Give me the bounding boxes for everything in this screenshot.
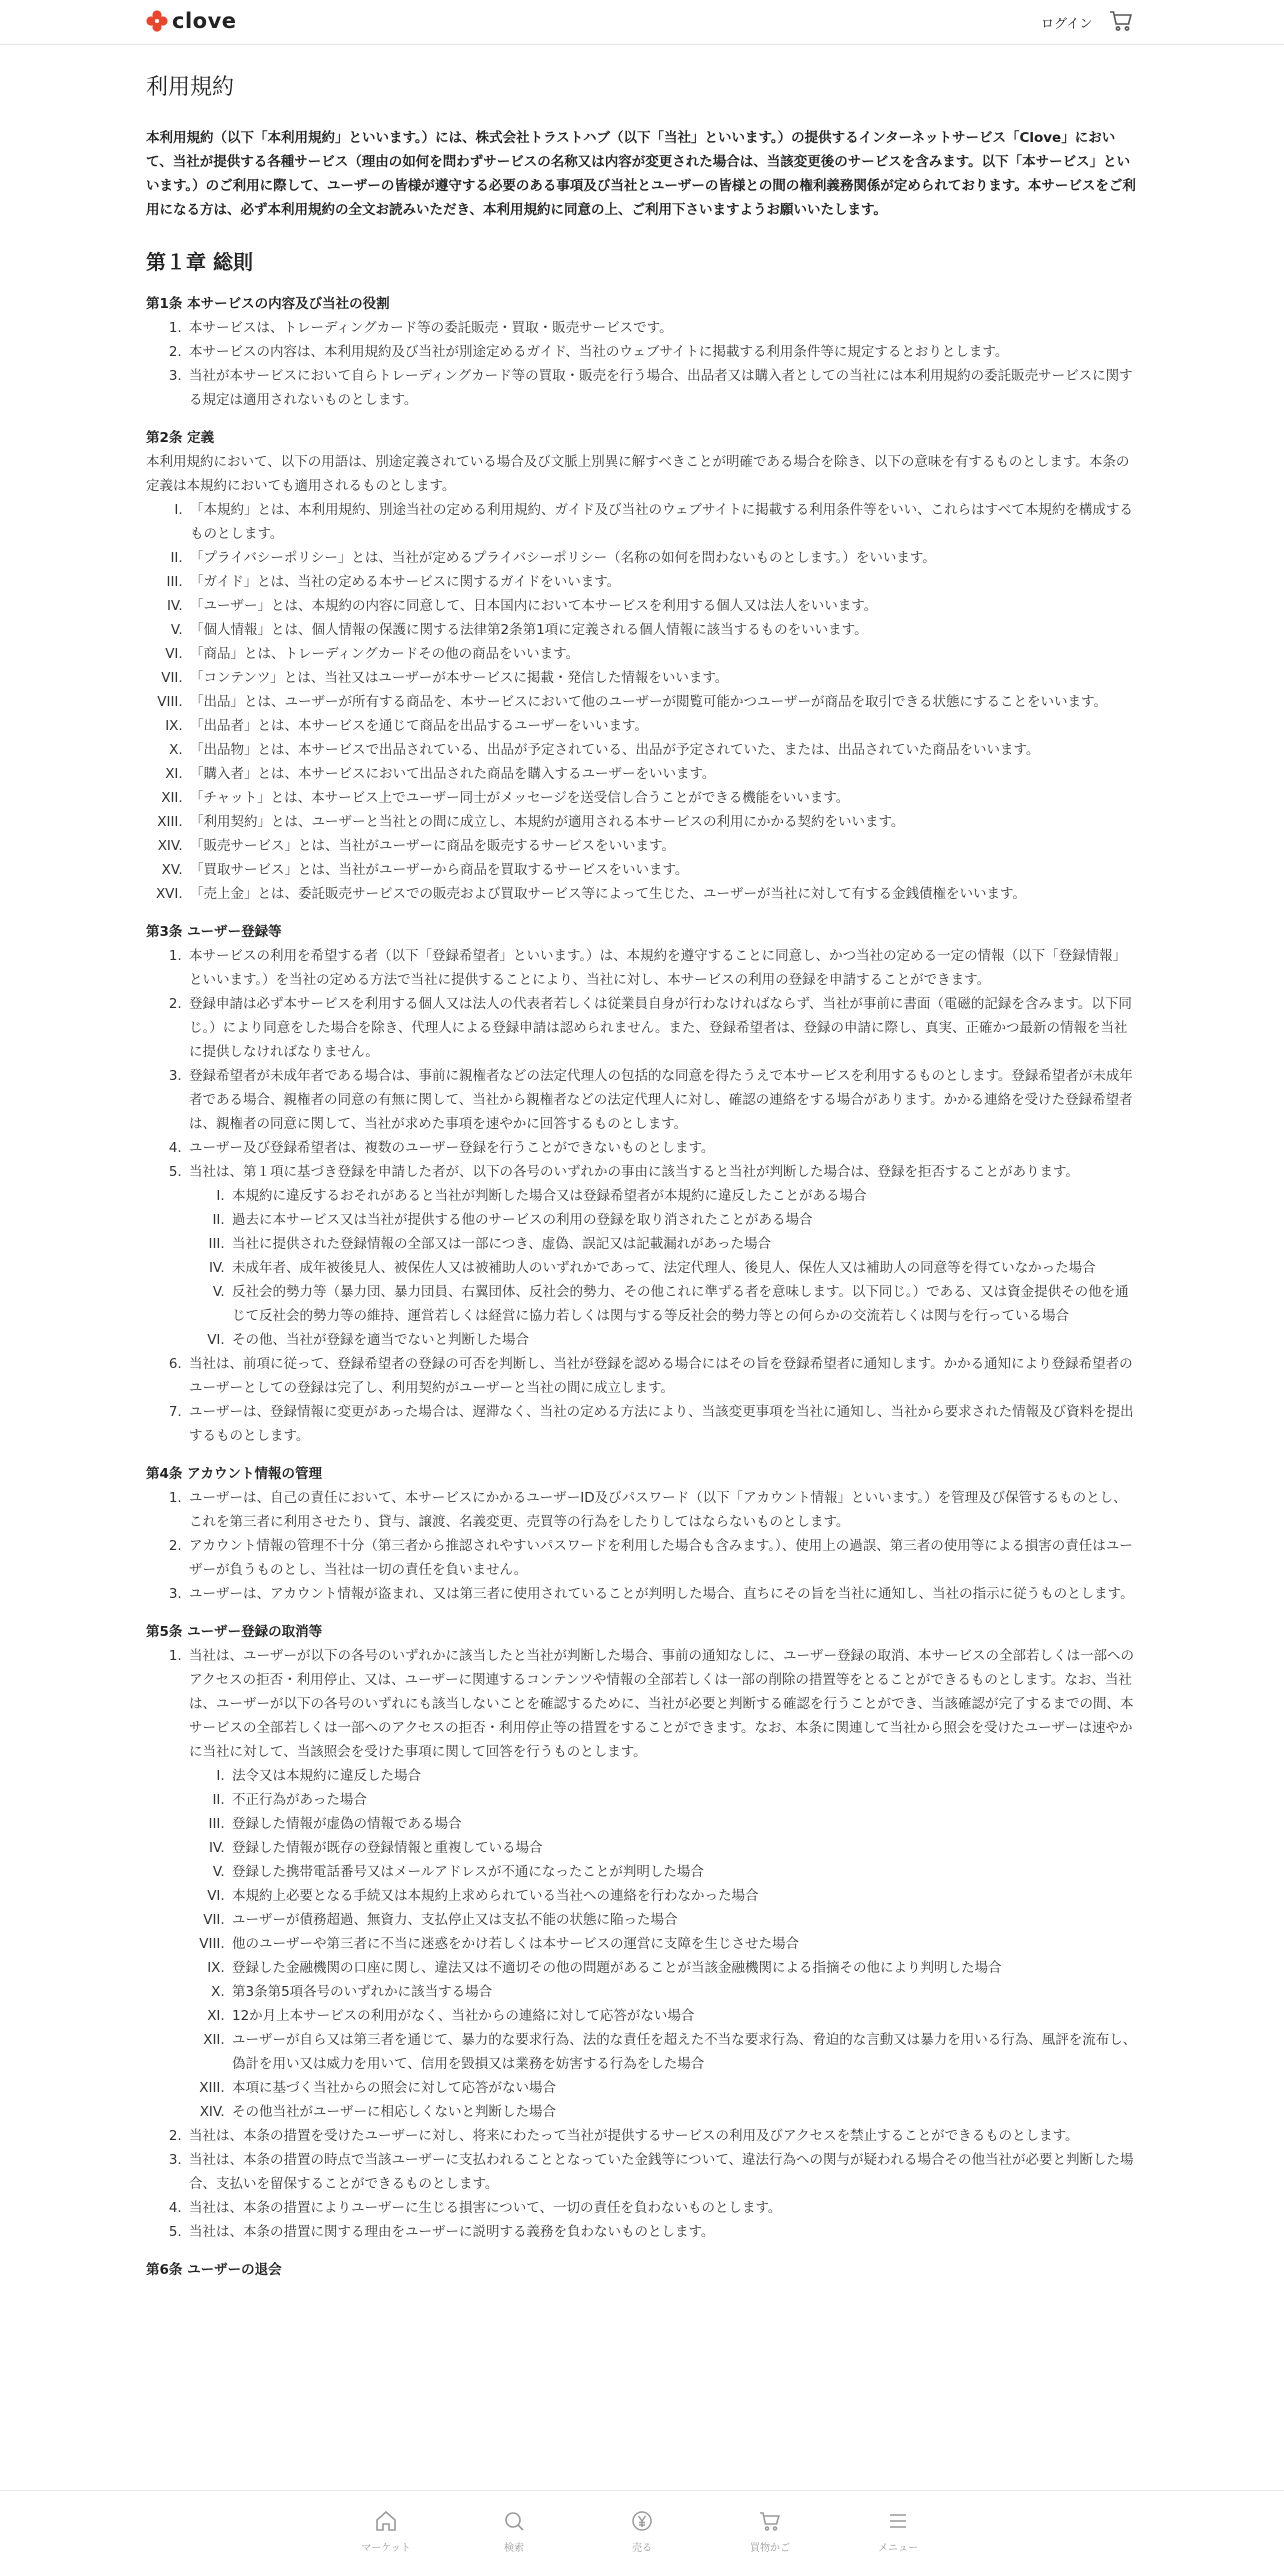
list-item: 3. 登録希望者が未成年者である場合は、事前に親権者などの法定代理人の包括的な同意を得たうえで本サービスを利用するものとします。登録希望者が未成年者である場合、親権者の同意の有無に関して、当社から親権者などの法定代理人に対し、確認の連絡をする場合があります。かかる連絡を受けた登録希望者は、親権者の同意に関して、当社が求めた事項を速やかに回答するものとします。	[186, 1064, 1138, 1136]
list-item: 1. 本サービスは、トレーディングカード等の委託販売・買取・販売サービスです。	[186, 316, 1138, 340]
list-item: XI. 「購入者」とは、本サービスにおいて出品された商品を購入するユーザーをいいます。	[187, 762, 1138, 786]
list-item: XVI. 「売上金」とは、委託販売サービスでの販売および買取サービス等によって生じた、ユーザーが当社に対して有する金銭債権をいいます。	[187, 882, 1138, 906]
list-item: XIV. 「販売サービス」とは、当社がユーザーに商品を販売するサービスをいいます。	[187, 834, 1138, 858]
logo-text: clove	[172, 9, 237, 33]
sub-list-item: V. 登録した携帯電話番号又はメールアドレスが不通になったことが判明した場合	[229, 1860, 1138, 1884]
article-list	[146, 1486, 1138, 1606]
list-item-text: 当社は、ユーザーが以下の各号のいずれかに該当したと当社が判断した場合、事前の通知なしに、ユーザー登録の取消、本サービスの全部若しくは一部へのアクセスの拒否・利用停止、又は、ユーザーに関連するコンテンツや情報の全部若しくは一部の削除の措置等をとることができるものとします。なお、当社は、ユーザーが以下の各号のいずれにも該当しないことを確認するために、当社が必要と判断する確認を行うことができ、当該確認が完了するまでの間、本サービスの全部若しくは一部へのアクセスの拒否・利用停止等の措置をすることができます。なお、本条に関連して当社から照会を受けたユーザーは速やかに当社に対して、当該照会を受けた事項に関して回答を行うものとします。	[189, 1648, 1134, 1760]
list-item: 4. 当社は、本条の措置によりユーザーに生じる損害について、一切の責任を負わないものとします。	[186, 2196, 1138, 2220]
article-1	[146, 292, 1138, 412]
sub-list	[189, 1184, 1138, 1352]
sub-list-item: III. 当社に提供された登録情報の全部又は一部につき、虚偽、誤記又は記載漏れがあった場合	[229, 1232, 1138, 1256]
article-3	[146, 920, 1138, 1448]
nav-sell[interactable]	[602, 2509, 682, 2554]
article-title: 第1条 本サービスの内容及び当社の役割	[146, 296, 390, 312]
sub-list-item: I. 法令又は本規約に違反した場合	[229, 1764, 1138, 1788]
page-title: 利用規約	[146, 75, 235, 100]
nav-cart[interactable]	[730, 2509, 810, 2554]
list-item-text: 当社は、第１項に基づき登録を申請した者が、以下の各号のいずれかの事由に該当すると当社が判断した場合は、登録を拒否することがあります。	[189, 1164, 1079, 1180]
nav-label: マーケット	[361, 2543, 411, 2554]
sub-list-item: II. 過去に本サービス又は当社が提供する他のサービスの利用の登録を取り消されたことがある場合	[229, 1208, 1138, 1232]
article-4	[146, 1462, 1138, 1606]
nav-search[interactable]	[474, 2509, 554, 2554]
terms-intro: 本利用規約（以下「本利用規約」といいます。）には、株式会社トラストハブ（以下「当社」といいます。）の提供するインターネットサービス「Clove」において、当社が提供する各種サービス（理由の如何を問わずサービスの名称又は内容が変更された場合は、当該変更後のサービスを含みます。以下「本サービス」といいます。）のご利用に際して、ユーザーの皆様が遵守する必要のある事項及び当社とユーザーの皆様との間の権利義務関係が定められております。本サービスをご利用になる方は、必ず本利用規約の全文お読みいただき、本利用規約に同意の上、ご利用下さいますようお願いいたします。	[146, 130, 1136, 218]
clove-logo[interactable]	[146, 9, 237, 33]
article-list	[146, 316, 1138, 412]
sub-list-item: IX. 登録した金融機関の口座に関し、違法又は不適切その他の問題があることが当該金融機関による指摘その他により判明した場合	[229, 1956, 1138, 1980]
sub-list-item: XII. ユーザーが自ら又は第三者を通じて、暴力的な要求行為、法的な責任を超えた不当な要求行為、脅迫的な言動又は暴力を用いる行為、風評を流布し、偽計を用い又は威力を用いて、信用を毀損又は業務を妨害する行為をした場合	[229, 2028, 1138, 2076]
search-icon	[502, 2509, 526, 2533]
sub-list-item: XIV. その他当社がユーザーに相応しくないと判断した場合	[229, 2100, 1138, 2124]
list-item: 4. ユーザー及び登録希望者は、複数のユーザー登録を行うことができないものとします。	[186, 1136, 1138, 1160]
list-item: 1. 本サービスの利用を希望する者（以下「登録希望者」といいます。）は、本規約を遵守することに同意し、かつ当社の定める一定の情報（以下「登録情報」といいます。）を当社の定める方法で当社に提供することにより、当社に対し、本サービスの利用の登録を申請することができます。	[186, 944, 1138, 992]
list-item: XIII. 「利用契約」とは、ユーザーと当社との間に成立し、本規約が適用される本サービスの利用にかかる契約をいいます。	[187, 810, 1138, 834]
article-title: 第2条 定義	[146, 430, 215, 446]
list-item: 6. 当社は、前項に従って、登録希望者の登録の可否を判断し、当社が登録を認める場合にはその旨を登録希望者に通知します。かかる通知により登録希望者のユーザーとしての登録は完了し、利用契約がユーザーと当社の間に成立します。	[186, 1352, 1138, 1400]
sub-list-item: II. 不正行為があった場合	[229, 1788, 1138, 1812]
bottom-nav	[0, 2490, 1284, 2569]
list-item: 3. 当社は、本条の措置の時点で当該ユーザーに支払われることとなっていた金銭等について、違法行為への関与が疑われる場合その他当社が必要と判断した場合、支払いを留保することができるものとします。	[186, 2148, 1138, 2196]
article-paragraph: 本利用規約において、以下の用語は、別途定義されている場合及び文脈上別異に解すべきことが明確である場合を除き、以下の意味を有するものとします。本条の定義は本規約においても適用されるものとします。	[146, 454, 1130, 494]
article-2	[146, 426, 1138, 906]
list-item: VIII. 「出品」とは、ユーザーが所有する商品を、本サービスにおいて他のユーザーが閲覧可能かつユーザーが商品を取引できる状態にすることをいいます。	[187, 690, 1138, 714]
list-item: X. 「出品物」とは、本サービスで出品されている、出品が予定されている、出品が予定されていた、または、出品されていた商品をいいます。	[187, 738, 1138, 762]
list-item: XII. 「チャット」とは、本サービス上でユーザー同士がメッセージを送受信し合うことができる機能をいいます。	[187, 786, 1138, 810]
article-title: 第6条 ユーザーの退会	[146, 2262, 282, 2278]
clove-logo-icon	[146, 10, 168, 32]
sub-list-item: XI. 12か月上本サービスの利用がなく、当社からの連絡に対して応答がない場合	[229, 2004, 1138, 2028]
sub-list-item: III. 登録した情報が虚偽の情報である場合	[229, 1812, 1138, 1836]
sub-list-item: I. 本規約に違反するおそれがあると当社が判断した場合又は登録希望者が本規約に違反したことがある場合	[229, 1184, 1138, 1208]
sub-list	[189, 1764, 1138, 2124]
list-item: 2. 本サービスの内容は、本利用規約及び当社が別途定めるガイド、当社のウェブサイトに掲載する利用条件等に規定するとおりとします。	[186, 340, 1138, 364]
cart-icon	[758, 2509, 782, 2533]
chapter-heading: 第１章 総則	[146, 250, 253, 274]
list-item: 2. 登録申請は必ず本サービスを利用する個人又は法人の代表者若しくは従業員自身が行わなければならず、当社が事前に書面（電磁的記録を含みます。以下同じ。）により同意をした場合を除き、代理人による登録申請は認められません。また、登録希望者は、登録の申請に際し、真実、正確かつ最新の情報を当社に提供しなければなりません。	[186, 992, 1138, 1064]
list-item: 3. 当社が本サービスにおいて自らトレーディングカード等の買取・販売を行う場合、出品者又は購入者としての当社には本利用規約の委託販売サービスに関する規定は適用されないものとします。	[186, 364, 1138, 412]
article-list	[146, 944, 1138, 1448]
list-item: I. 「本規約」とは、本利用規約、別途当社の定める利用規約、ガイド及び当社のウェブサイトに掲載する利用条件等をいい、これらはすべて本規約を構成するものとします。	[187, 498, 1138, 546]
cart-icon[interactable]	[1108, 8, 1134, 34]
list-item: 7. ユーザーは、登録情報に変更があった場合は、遅滞なく、当社の定める方法により、当該変更事項を当社に通知し、当社から要求された情報及び資料を提出するものとします。	[186, 1400, 1138, 1448]
sub-list-item: V. 反社会的勢力等（暴力団、暴力団員、右翼団体、反社会的勢力、その他これに準ずる者を意味します。以下同じ。）である、又は資金提供その他を通じて反社会的勢力等の維持、運営若しくは経営に協力若しくは関与する等反社会的勢力等との何らかの交流若しくは関与を行っている場合	[229, 1280, 1138, 1328]
list-item: VI. 「商品」とは、トレーディングカードその他の商品をいいます。	[187, 642, 1138, 666]
sub-list-item: XIII. 本項に基づく当社からの照会に対して応答がない場合	[229, 2076, 1138, 2100]
list-item: VII. 「コンテンツ」とは、当社又はユーザーが本サービスに掲載・発信した情報をいいます。	[187, 666, 1138, 690]
list-item: XV. 「買取サービス」とは、当社がユーザーから商品を買取するサービスをいいます。	[187, 858, 1138, 882]
sub-list-item: IV. 未成年者、成年被後見人、被保佐人又は被補助人のいずれかであって、法定代理人、後見人、保佐人又は補助人の同意等を得ていなかった場合	[229, 1256, 1138, 1280]
list-item: IV. 「ユーザー」とは、本規約の内容に同意して、日本国内において本サービスを利用する個人又は法人をいいます。	[187, 594, 1138, 618]
list-item: IX. 「出品者」とは、本サービスを通じて商品を出品するユーザーをいいます。	[187, 714, 1138, 738]
list-item: 3. ユーザーは、アカウント情報が盗まれ、又は第三者に使用されていることが判明した場合、直ちにその旨を当社に通知し、当社の指示に従うものとします。	[186, 1582, 1138, 1606]
article-title: 第5条 ユーザー登録の取消等	[146, 1624, 323, 1640]
home-icon	[374, 2509, 398, 2533]
login-link[interactable]: ログイン	[1041, 17, 1093, 32]
list-item	[186, 1160, 1138, 1352]
nav-label: 買物かご	[750, 2543, 790, 2554]
definition-list	[146, 498, 1138, 906]
menu-icon	[886, 2509, 910, 2533]
list-item: 2. アカウント情報の管理不十分（第三者から推認されやすいパスワードを利用した場合も含みます。）、使用上の過誤、第三者の使用等による損害の責任はユーザーが負うものとし、当社は一切の責任を負いません。	[186, 1534, 1138, 1582]
list-item: II. 「プライバシーポリシー」とは、当社が定めるプライバシーポリシー（名称の如何を問わないものとします。）をいいます。	[187, 546, 1138, 570]
sub-list-item: IV. 登録した情報が既存の登録情報と重複している場合	[229, 1836, 1138, 1860]
nav-market[interactable]	[346, 2509, 426, 2554]
nav-label: メニュー	[878, 2543, 918, 2554]
sub-list-item: VI. 本規約上必要となる手続又は本規約上求められている当社への連絡を行わなかった場合	[229, 1884, 1138, 1908]
article-title: 第4条 アカウント情報の管理	[146, 1466, 322, 1482]
article-title: 第3条 ユーザー登録等	[146, 924, 282, 940]
list-item: 2. 当社は、本条の措置を受けたユーザーに対し、将来にわたって当社が提供するサービスの利用及びアクセスを禁止することができるものとします。	[186, 2124, 1138, 2148]
nav-menu[interactable]	[858, 2509, 938, 2554]
sell-yen-icon	[630, 2509, 654, 2533]
article-list	[146, 1644, 1138, 2244]
nav-label: 検索	[504, 2543, 524, 2554]
terms-content	[146, 72, 1138, 2296]
nav-label: 売る	[632, 2543, 652, 2554]
sub-list-item: VI. その他、当社が登録を適当でないと判断した場合	[229, 1328, 1138, 1352]
sub-list-item: X. 第3条第5項各号のいずれかに該当する場合	[229, 1980, 1138, 2004]
article-6	[146, 2258, 1138, 2282]
list-item: 5. 当社は、本条の措置に関する理由をユーザーに説明する義務を負わないものとします。	[186, 2220, 1138, 2244]
list-item: III. 「ガイド」とは、当社の定める本サービスに関するガイドをいいます。	[187, 570, 1138, 594]
list-item	[186, 1644, 1138, 2124]
article-5	[146, 1620, 1138, 2244]
sub-list-item: VII. ユーザーが債務超過、無資力、支払停止又は支払不能の状態に陥った場合	[229, 1908, 1138, 1932]
list-item: V. 「個人情報」とは、個人情報の保護に関する法律第2条第1項に定義される個人情報に該当するものをいいます。	[187, 618, 1138, 642]
app-header	[0, 0, 1284, 45]
list-item: 1. ユーザーは、自己の責任において、本サービスにかかるユーザーID及びパスワード（以下「アカウント情報」といいます。）を管理及び保管するものとし、これを第三者に利用させたり、貸与、譲渡、名義変更、売買等の行為をしたりしてはならないものとします。	[186, 1486, 1138, 1534]
sub-list-item: VIII. 他のユーザーや第三者に不当に迷惑をかけ若しくは本サービスの運営に支障を生じさせた場合	[229, 1932, 1138, 1956]
